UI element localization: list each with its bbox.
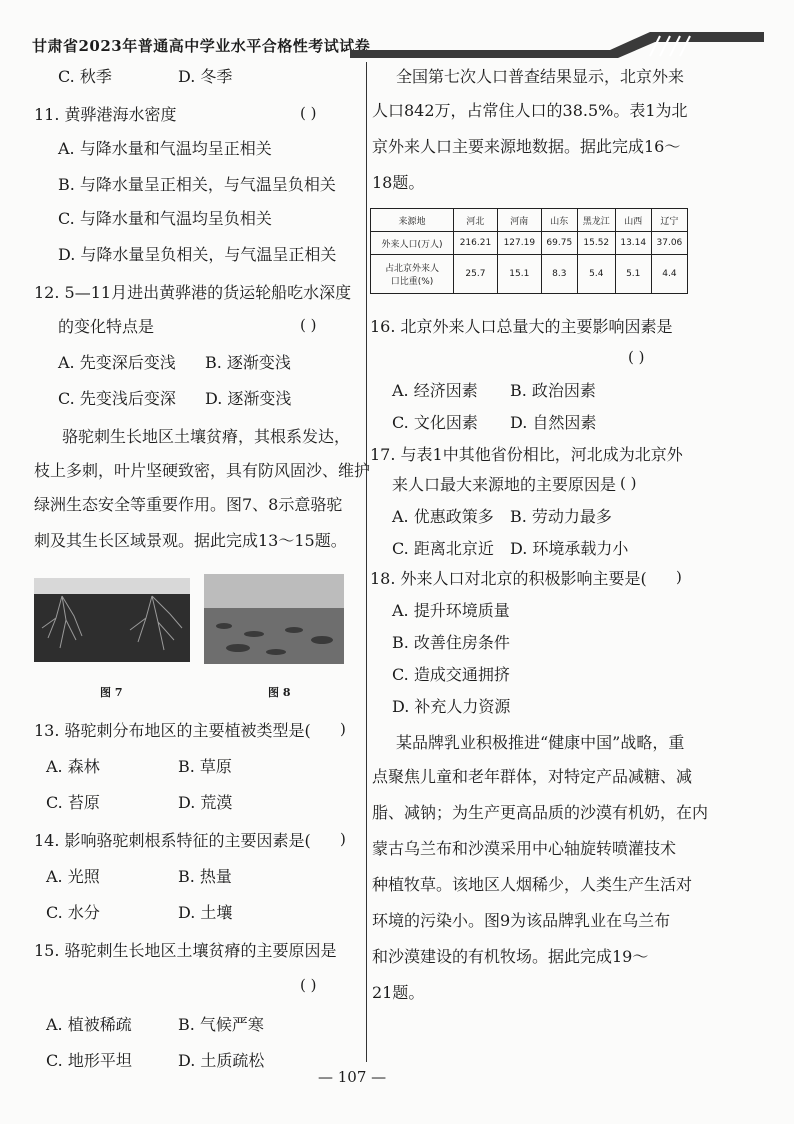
passage2-line-4: 蒙古乌兰布和沙漠采用中心轴旋转喷灌技术 — [372, 839, 677, 858]
passage-line-4: 刺及其生长区域景观。据此完成13～15题。 — [34, 531, 347, 550]
q17-stem-line1: 17. 与表1中其他省份相比，河北成为北京外 — [370, 445, 683, 464]
q12-option-d: D. 逐渐变浅 — [205, 389, 292, 408]
q15-option-b: B. 气候严寒 — [178, 1015, 264, 1034]
table-cell: 13.14 — [615, 232, 651, 255]
q17-answer-paren: ( ) — [620, 474, 637, 492]
table-cell: 15.52 — [577, 232, 615, 255]
q13-stem: 13. 骆驼刺分布地区的主要植被类型是( — [34, 721, 311, 740]
table-header-cell: 河北 — [454, 209, 498, 232]
q18-answer-paren: ) — [676, 568, 682, 586]
q17-stem-line2: 来人口最大来源地的主要原因是 — [392, 475, 617, 494]
passage2-line-7: 和沙漠建设的有机牧场。据此完成19～ — [372, 947, 649, 966]
intro-line-2: 人口842万，占常住人口的38.5%。表1为北 — [372, 101, 688, 120]
q15-option-d: D. 土质疏松 — [178, 1051, 265, 1070]
passage2-line-2: 点聚焦儿童和老年群体，对特定产品减糖、减 — [372, 767, 693, 786]
header-decoration-bar — [350, 28, 764, 60]
figure-7-caption: 图 7 — [100, 686, 123, 699]
exam-title: 甘肃省2023年普通高中学业水平合格性考试试卷 — [32, 37, 371, 55]
q12-stem-line2: 的变化特点是 — [58, 317, 155, 336]
passage2-line-8: 21题。 — [372, 983, 425, 1002]
q16-option-d: D. 自然因素 — [510, 413, 597, 432]
passage-line-1: 骆驼刺生长地区土壤贫瘠，其根系发达， — [62, 427, 351, 446]
q14-option-c: C. 水分 — [46, 903, 100, 922]
q11-option-b: B. 与降水量呈正相关，与气温呈负相关 — [58, 175, 336, 194]
figure-8-landscape-photo — [204, 574, 344, 664]
column-divider — [366, 62, 367, 1062]
table-header-cell: 河南 — [497, 209, 541, 232]
q18-option-c: C. 造成交通拥挤 — [392, 665, 510, 684]
q12-option-c: C. 先变浅后变深 — [58, 389, 176, 408]
q13-answer-paren: ) — [340, 720, 346, 738]
q13-option-c: C. 苔原 — [46, 793, 100, 812]
q14-answer-paren: ) — [340, 830, 346, 848]
q18-option-d: D. 补充人力资源 — [392, 697, 511, 716]
passage-line-2: 枝上多刺，叶片坚硬致密，具有防风固沙、维护 — [34, 461, 371, 480]
q10-option-d: D. 冬季 — [178, 67, 233, 86]
table-cell: 5.1 — [615, 255, 651, 294]
table-header-cell: 来源地 — [371, 209, 454, 232]
q11-answer-paren: ( ) — [300, 104, 317, 122]
passage2-line-3: 脂、减钠；为生产更高品质的沙漠有机奶，在内 — [372, 803, 709, 822]
q18-stem: 18. 外来人口对北京的积极影响主要是( — [370, 569, 647, 588]
table-header-cell: 辽宁 — [651, 209, 687, 232]
source-data-table — [370, 208, 688, 294]
table-cell: 127.19 — [497, 232, 541, 255]
table-cell: 216.21 — [454, 232, 498, 255]
q17-option-d: D. 环境承载力小 — [510, 539, 629, 558]
table-cell: 5.4 — [577, 255, 615, 294]
q14-option-a: A. 光照 — [46, 867, 100, 886]
q12-option-a: A. 先变深后变浅 — [58, 353, 176, 372]
table-cell: 69.75 — [541, 232, 577, 255]
table-cell: 8.3 — [541, 255, 577, 294]
table-header-cell: 黑龙江 — [577, 209, 615, 232]
q16-stem: 16. 北京外来人口总量大的主要影响因素是 — [370, 317, 673, 336]
figure-7-camelthorn-roots-photo — [34, 578, 190, 662]
intro-line-1: 全国第七次人口普查结果显示，北京外来 — [396, 67, 685, 86]
table-row-label — [371, 255, 454, 294]
table-cell: 37.06 — [651, 232, 687, 255]
q11-option-c: C. 与降水量和气温均呈负相关 — [58, 209, 272, 228]
q15-answer-paren: ( ) — [300, 976, 317, 994]
q12-stem-line1: 12. 5—11月进出黄骅港的货运轮船吃水深度 — [34, 283, 352, 302]
q16-answer-paren: ( ) — [628, 348, 645, 366]
q17-option-a: A. 优惠政策多 — [392, 507, 494, 526]
q12-answer-paren: ( ) — [300, 316, 317, 334]
table-cell: 4.4 — [651, 255, 687, 294]
intro-line-3: 京外来人口主要来源地数据。据此完成16～ — [372, 137, 681, 156]
passage2-line-6: 环境的污染小。图9为该品牌乳业在乌兰布 — [372, 911, 671, 930]
q13-option-d: D. 荒漠 — [178, 793, 233, 812]
table-header-cell: 山西 — [615, 209, 651, 232]
table-header-cell: 山东 — [541, 209, 577, 232]
passage2-line-1: 某品牌乳业积极推进“健康中国”战略，重 — [396, 733, 685, 752]
q16-option-b: B. 政治因素 — [510, 381, 596, 400]
passage-line-3: 绿洲生态安全等重要作用。图7、8示意骆驼 — [34, 495, 343, 514]
table-cell: 25.7 — [454, 255, 498, 294]
row-label-line-1: 占北京外来人 — [384, 264, 439, 274]
table-cell: 15.1 — [497, 255, 541, 294]
q15-option-a: A. 植被稀疏 — [46, 1015, 132, 1034]
passage2-line-5: 种植牧草。该地区人烟稀少，人类生产生活对 — [372, 875, 693, 894]
q10-option-c: C. 秋季 — [58, 67, 112, 86]
figure-8-caption: 图 8 — [268, 686, 291, 699]
q13-option-b: B. 草原 — [178, 757, 232, 776]
q11-stem: 11. 黄骅港海水密度 — [34, 105, 177, 124]
q16-option-a: A. 经济因素 — [392, 381, 478, 400]
q14-option-b: B. 热量 — [178, 867, 232, 886]
q14-option-d: D. 土壤 — [178, 903, 233, 922]
q11-option-a: A. 与降水量和气温均呈正相关 — [58, 139, 272, 158]
intro-line-4: 18题。 — [372, 173, 425, 192]
q18-option-a: A. 提升环境质量 — [392, 601, 510, 620]
q14-stem: 14. 影响骆驼刺根系特征的主要因素是( — [34, 831, 311, 850]
q15-stem: 15. 骆驼刺生长地区土壤贫瘠的主要原因是 — [34, 941, 337, 960]
q11-option-d: D. 与降水量呈负相关，与气温呈正相关 — [58, 245, 337, 264]
q17-option-c: C. 距离北京近 — [392, 539, 494, 558]
page-number: — 107 — — [318, 1068, 387, 1086]
q13-option-a: A. 森林 — [46, 757, 100, 776]
q16-option-c: C. 文化因素 — [392, 413, 478, 432]
q18-option-b: B. 改善住房条件 — [392, 633, 510, 652]
table-row-label: 外来人口(万人) — [371, 232, 454, 255]
q17-option-b: B. 劳动力最多 — [510, 507, 612, 526]
row-label-line-2: 口比重(%) — [390, 277, 434, 287]
q12-option-b: B. 逐渐变浅 — [205, 353, 291, 372]
q15-option-c: C. 地形平坦 — [46, 1051, 132, 1070]
